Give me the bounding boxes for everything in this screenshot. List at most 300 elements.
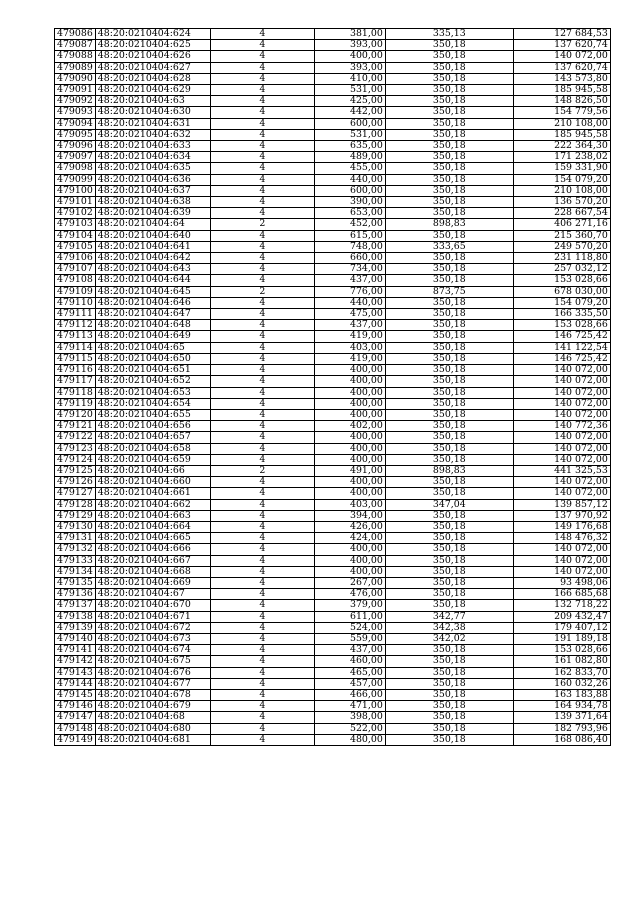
category-cell: 4	[210, 29, 314, 40]
rate-cell: 898,83	[385, 465, 513, 476]
category-cell: 4	[210, 577, 314, 588]
area-cell: 424,00	[314, 533, 385, 544]
category-cell: 4	[210, 275, 314, 286]
value-cell: 153 028,66	[513, 320, 610, 331]
table-row	[55, 521, 611, 532]
row-id-cell: 479101	[55, 197, 96, 208]
category-cell: 4	[210, 689, 314, 700]
value-cell: 210 108,00	[513, 118, 610, 129]
rate-cell: 350,18	[385, 174, 513, 185]
row-id-cell: 479112	[55, 320, 96, 331]
value-cell: 139 857,12	[513, 499, 610, 510]
row-id-cell: 479086	[55, 29, 96, 40]
cadastral-number-cell: 48:20:0210404:671	[95, 611, 210, 622]
table-row	[55, 387, 611, 398]
table-row	[55, 510, 611, 521]
row-id-cell: 479094	[55, 118, 96, 129]
cadastral-number-cell: 48:20:0210404:627	[95, 62, 210, 73]
row-id-cell: 479123	[55, 443, 96, 454]
area-cell: 437,00	[314, 645, 385, 656]
cadastral-number-cell: 48:20:0210404:628	[95, 73, 210, 84]
area-cell: 394,00	[314, 510, 385, 521]
category-cell: 4	[210, 62, 314, 73]
value-cell: 185 945,58	[513, 129, 610, 140]
rate-cell: 350,18	[385, 488, 513, 499]
value-cell: 137 970,92	[513, 510, 610, 521]
row-id-cell: 479093	[55, 107, 96, 118]
row-id-cell: 479111	[55, 309, 96, 320]
cadastral-number-cell: 48:20:0210404:637	[95, 185, 210, 196]
rate-cell: 350,18	[385, 107, 513, 118]
table-row	[55, 667, 611, 678]
row-id-cell: 479139	[55, 622, 96, 633]
rate-cell: 350,18	[385, 387, 513, 398]
cadastral-number-cell: 48:20:0210404:666	[95, 544, 210, 555]
area-cell: 381,00	[314, 29, 385, 40]
value-cell: 153 028,66	[513, 645, 610, 656]
rate-cell: 350,18	[385, 421, 513, 432]
cadastral-number-cell: 48:20:0210404:636	[95, 174, 210, 185]
cadastral-number-cell: 48:20:0210404:677	[95, 678, 210, 689]
area-cell: 400,00	[314, 488, 385, 499]
table-row	[55, 129, 611, 140]
rate-cell: 350,18	[385, 152, 513, 163]
table-row	[55, 734, 611, 745]
category-cell: 4	[210, 678, 314, 689]
table-row	[55, 174, 611, 185]
category-cell: 4	[210, 477, 314, 488]
row-id-cell: 479121	[55, 421, 96, 432]
cadastral-number-cell: 48:20:0210404:657	[95, 432, 210, 443]
table-row	[55, 600, 611, 611]
row-id-cell: 479096	[55, 141, 96, 152]
value-cell: 171 238,02	[513, 152, 610, 163]
cadastral-number-cell: 48:20:0210404:626	[95, 51, 210, 62]
rate-cell: 350,18	[385, 51, 513, 62]
area-cell: 400,00	[314, 555, 385, 566]
category-cell: 4	[210, 376, 314, 387]
table-row	[55, 589, 611, 600]
category-cell: 4	[210, 185, 314, 196]
cadastral-number-cell: 48:20:0210404:66	[95, 465, 210, 476]
table-row	[55, 275, 611, 286]
rate-cell: 350,18	[385, 331, 513, 342]
category-cell: 4	[210, 320, 314, 331]
table-row	[55, 73, 611, 84]
value-cell: 148 476,32	[513, 533, 610, 544]
area-cell: 489,00	[314, 152, 385, 163]
category-cell: 4	[210, 398, 314, 409]
rate-cell: 350,18	[385, 85, 513, 96]
row-id-cell: 479135	[55, 577, 96, 588]
cadastral-number-cell: 48:20:0210404:64	[95, 219, 210, 230]
cadastral-number-cell: 48:20:0210404:679	[95, 701, 210, 712]
value-cell: 185 945,58	[513, 85, 610, 96]
row-id-cell: 479105	[55, 241, 96, 252]
rate-cell: 350,18	[385, 443, 513, 454]
rate-cell: 350,18	[385, 264, 513, 275]
area-cell: 653,00	[314, 208, 385, 219]
category-cell: 4	[210, 432, 314, 443]
rate-cell: 350,18	[385, 353, 513, 364]
cadastral-number-cell: 48:20:0210404:655	[95, 409, 210, 420]
area-cell: 400,00	[314, 454, 385, 465]
value-cell: 127 684,53	[513, 29, 610, 40]
category-cell: 4	[210, 208, 314, 219]
area-cell: 748,00	[314, 241, 385, 252]
table-row	[55, 566, 611, 577]
rate-cell: 350,18	[385, 129, 513, 140]
row-id-cell: 479131	[55, 533, 96, 544]
row-id-cell: 479113	[55, 331, 96, 342]
cadastral-number-cell: 48:20:0210404:641	[95, 241, 210, 252]
category-cell: 4	[210, 589, 314, 600]
area-cell: 734,00	[314, 264, 385, 275]
row-id-cell: 479098	[55, 163, 96, 174]
row-id-cell: 479114	[55, 342, 96, 353]
area-cell: 455,00	[314, 163, 385, 174]
rate-cell: 350,18	[385, 197, 513, 208]
rate-cell: 350,18	[385, 275, 513, 286]
table-row	[55, 701, 611, 712]
table-row	[55, 477, 611, 488]
table-row	[55, 163, 611, 174]
category-cell: 4	[210, 51, 314, 62]
table-row	[55, 309, 611, 320]
value-cell: 222 364,30	[513, 141, 610, 152]
area-cell: 400,00	[314, 432, 385, 443]
category-cell: 4	[210, 409, 314, 420]
cadastral-number-cell: 48:20:0210404:661	[95, 488, 210, 499]
cadastral-number-cell: 48:20:0210404:665	[95, 533, 210, 544]
value-cell: 140 072,00	[513, 477, 610, 488]
table-row	[55, 208, 611, 219]
category-cell: 4	[210, 107, 314, 118]
rate-cell: 350,18	[385, 566, 513, 577]
rate-cell: 335,13	[385, 29, 513, 40]
cadastral-number-cell: 48:20:0210404:669	[95, 577, 210, 588]
row-id-cell: 479149	[55, 734, 96, 745]
rate-cell: 350,18	[385, 521, 513, 532]
value-cell: 140 772,36	[513, 421, 610, 432]
area-cell: 442,00	[314, 107, 385, 118]
table-row	[55, 533, 611, 544]
table-row	[55, 622, 611, 633]
area-cell: 460,00	[314, 656, 385, 667]
category-cell: 4	[210, 253, 314, 264]
area-cell: 471,00	[314, 701, 385, 712]
table-row	[55, 219, 611, 230]
category-cell: 4	[210, 645, 314, 656]
table-row	[55, 409, 611, 420]
row-id-cell: 479130	[55, 521, 96, 532]
rate-cell: 350,18	[385, 118, 513, 129]
row-id-cell: 479100	[55, 185, 96, 196]
value-cell: 140 072,00	[513, 443, 610, 454]
area-cell: 400,00	[314, 365, 385, 376]
category-cell: 4	[210, 600, 314, 611]
row-id-cell: 479091	[55, 85, 96, 96]
value-cell: 406 271,16	[513, 219, 610, 230]
row-id-cell: 479124	[55, 454, 96, 465]
cadastral-number-cell: 48:20:0210404:675	[95, 656, 210, 667]
rate-cell: 350,18	[385, 309, 513, 320]
value-cell: 166 335,50	[513, 309, 610, 320]
rate-cell: 350,18	[385, 432, 513, 443]
cadastral-number-cell: 48:20:0210404:625	[95, 40, 210, 51]
cadastral-number-cell: 48:20:0210404:663	[95, 510, 210, 521]
category-cell: 2	[210, 219, 314, 230]
category-cell: 4	[210, 353, 314, 364]
cadastral-number-cell: 48:20:0210404:635	[95, 163, 210, 174]
category-cell: 4	[210, 40, 314, 51]
cadastral-number-cell: 48:20:0210404:664	[95, 521, 210, 532]
table-row	[55, 29, 611, 40]
row-id-cell: 479141	[55, 645, 96, 656]
table-row	[55, 141, 611, 152]
value-cell: 146 725,42	[513, 353, 610, 364]
cadastral-number-cell: 48:20:0210404:642	[95, 253, 210, 264]
row-id-cell: 479117	[55, 376, 96, 387]
table-row	[55, 365, 611, 376]
value-cell: 146 725,42	[513, 331, 610, 342]
table-row	[55, 465, 611, 476]
row-id-cell: 479109	[55, 286, 96, 297]
rate-cell: 350,18	[385, 544, 513, 555]
cadastral-number-cell: 48:20:0210404:660	[95, 477, 210, 488]
value-cell: 140 072,00	[513, 398, 610, 409]
cadastral-number-cell: 48:20:0210404:652	[95, 376, 210, 387]
rate-cell: 350,18	[385, 342, 513, 353]
table-row	[55, 353, 611, 364]
row-id-cell: 479108	[55, 275, 96, 286]
cadastral-number-cell: 48:20:0210404:629	[95, 85, 210, 96]
row-id-cell: 479142	[55, 656, 96, 667]
cadastral-number-cell: 48:20:0210404:632	[95, 129, 210, 140]
area-cell: 476,00	[314, 589, 385, 600]
value-cell: 160 032,26	[513, 678, 610, 689]
cadastral-number-cell: 48:20:0210404:656	[95, 421, 210, 432]
row-id-cell: 479137	[55, 600, 96, 611]
area-cell: 419,00	[314, 353, 385, 364]
value-cell: 154 079,20	[513, 297, 610, 308]
category-cell: 4	[210, 734, 314, 745]
area-cell: 400,00	[314, 409, 385, 420]
rate-cell: 350,18	[385, 656, 513, 667]
cadastral-number-cell: 48:20:0210404:649	[95, 331, 210, 342]
value-cell: 136 570,20	[513, 197, 610, 208]
area-cell: 452,00	[314, 219, 385, 230]
rate-cell: 350,18	[385, 555, 513, 566]
value-cell: 148 826,50	[513, 96, 610, 107]
table-row	[55, 443, 611, 454]
cadastral-number-cell: 48:20:0210404:631	[95, 118, 210, 129]
cadastral-number-cell: 48:20:0210404:650	[95, 353, 210, 364]
row-id-cell: 479087	[55, 40, 96, 51]
rate-cell: 350,18	[385, 477, 513, 488]
cadastral-number-cell: 48:20:0210404:667	[95, 555, 210, 566]
row-id-cell: 479104	[55, 230, 96, 241]
table-row	[55, 712, 611, 723]
table-row	[55, 185, 611, 196]
row-id-cell: 479125	[55, 465, 96, 476]
cadastral-number-cell: 48:20:0210404:648	[95, 320, 210, 331]
table-row	[55, 118, 611, 129]
table-row	[55, 544, 611, 555]
category-cell: 4	[210, 241, 314, 252]
rate-cell: 350,18	[385, 73, 513, 84]
area-cell: 400,00	[314, 544, 385, 555]
area-cell: 379,00	[314, 600, 385, 611]
category-cell: 4	[210, 712, 314, 723]
table-row	[55, 633, 611, 644]
rate-cell: 350,18	[385, 376, 513, 387]
category-cell: 4	[210, 454, 314, 465]
category-cell: 4	[210, 510, 314, 521]
table-row	[55, 678, 611, 689]
value-cell: 143 573,80	[513, 73, 610, 84]
value-cell: 140 072,00	[513, 454, 610, 465]
rate-cell: 350,18	[385, 96, 513, 107]
table-row	[55, 454, 611, 465]
row-id-cell: 479132	[55, 544, 96, 555]
rate-cell: 347,04	[385, 499, 513, 510]
area-cell: 437,00	[314, 320, 385, 331]
value-cell: 168 086,40	[513, 734, 610, 745]
rate-cell: 350,18	[385, 163, 513, 174]
category-cell: 4	[210, 197, 314, 208]
value-cell: 182 793,96	[513, 723, 610, 734]
value-cell: 140 072,00	[513, 376, 610, 387]
category-cell: 4	[210, 309, 314, 320]
value-cell: 249 570,20	[513, 241, 610, 252]
cadastral-value-table	[54, 28, 611, 746]
table-row	[55, 577, 611, 588]
cadastral-number-cell: 48:20:0210404:668	[95, 566, 210, 577]
table-row	[55, 297, 611, 308]
area-cell: 425,00	[314, 96, 385, 107]
table-row	[55, 241, 611, 252]
area-cell: 600,00	[314, 185, 385, 196]
area-cell: 440,00	[314, 174, 385, 185]
rate-cell: 898,83	[385, 219, 513, 230]
row-id-cell: 479088	[55, 51, 96, 62]
rate-cell: 350,18	[385, 734, 513, 745]
value-cell: 140 072,00	[513, 566, 610, 577]
cadastral-number-cell: 48:20:0210404:678	[95, 689, 210, 700]
rate-cell: 350,18	[385, 208, 513, 219]
table-row	[55, 645, 611, 656]
area-cell: 491,00	[314, 465, 385, 476]
area-cell: 466,00	[314, 689, 385, 700]
area-cell: 402,00	[314, 421, 385, 432]
cadastral-number-cell: 48:20:0210404:647	[95, 309, 210, 320]
value-cell: 162 833,70	[513, 667, 610, 678]
table-row	[55, 152, 611, 163]
value-cell: 140 072,00	[513, 51, 610, 62]
rate-cell: 350,18	[385, 40, 513, 51]
area-cell: 611,00	[314, 611, 385, 622]
cadastral-number-cell: 48:20:0210404:644	[95, 275, 210, 286]
value-cell: 140 072,00	[513, 387, 610, 398]
row-id-cell: 479115	[55, 353, 96, 364]
row-id-cell: 479116	[55, 365, 96, 376]
category-cell: 4	[210, 622, 314, 633]
area-cell: 475,00	[314, 309, 385, 320]
value-cell: 153 028,66	[513, 275, 610, 286]
row-id-cell: 479143	[55, 667, 96, 678]
cadastral-number-cell: 48:20:0210404:670	[95, 600, 210, 611]
value-cell: 678 030,00	[513, 286, 610, 297]
cadastral-number-cell: 48:20:0210404:65	[95, 342, 210, 353]
cadastral-number-cell: 48:20:0210404:651	[95, 365, 210, 376]
category-cell: 4	[210, 264, 314, 275]
value-cell: 140 072,00	[513, 409, 610, 420]
table-row	[55, 253, 611, 264]
rate-cell: 350,18	[385, 409, 513, 420]
category-cell: 4	[210, 555, 314, 566]
category-cell: 4	[210, 118, 314, 129]
cadastral-number-cell: 48:20:0210404:676	[95, 667, 210, 678]
cadastral-number-cell: 48:20:0210404:646	[95, 297, 210, 308]
value-cell: 139 371,64	[513, 712, 610, 723]
value-cell: 137 620,74	[513, 40, 610, 51]
rate-cell: 342,77	[385, 611, 513, 622]
value-cell: 231 118,80	[513, 253, 610, 264]
rate-cell: 350,18	[385, 141, 513, 152]
value-cell: 228 667,54	[513, 208, 610, 219]
cadastral-number-cell: 48:20:0210404:653	[95, 387, 210, 398]
value-cell: 215 360,70	[513, 230, 610, 241]
category-cell: 4	[210, 365, 314, 376]
value-cell: 141 122,54	[513, 342, 610, 353]
rate-cell: 350,18	[385, 678, 513, 689]
area-cell: 400,00	[314, 387, 385, 398]
table-row	[55, 320, 611, 331]
area-cell: 531,00	[314, 129, 385, 140]
cadastral-number-cell: 48:20:0210404:630	[95, 107, 210, 118]
cadastral-number-cell: 48:20:0210404:673	[95, 633, 210, 644]
value-cell: 161 082,80	[513, 656, 610, 667]
row-id-cell: 479136	[55, 589, 96, 600]
category-cell: 2	[210, 465, 314, 476]
category-cell: 4	[210, 521, 314, 532]
area-cell: 559,00	[314, 633, 385, 644]
area-cell: 267,00	[314, 577, 385, 588]
row-id-cell: 479119	[55, 398, 96, 409]
cadastral-number-cell: 48:20:0210404:658	[95, 443, 210, 454]
cadastral-number-cell: 48:20:0210404:639	[95, 208, 210, 219]
category-cell: 4	[210, 701, 314, 712]
category-cell: 4	[210, 667, 314, 678]
area-cell: 400,00	[314, 566, 385, 577]
table-row	[55, 230, 611, 241]
area-cell: 615,00	[314, 230, 385, 241]
cadastral-number-cell: 48:20:0210404:624	[95, 29, 210, 40]
row-id-cell: 479127	[55, 488, 96, 499]
category-cell: 4	[210, 73, 314, 84]
category-cell: 2	[210, 286, 314, 297]
cadastral-number-cell: 48:20:0210404:674	[95, 645, 210, 656]
row-id-cell: 479122	[55, 432, 96, 443]
rate-cell: 350,18	[385, 689, 513, 700]
row-id-cell: 479118	[55, 387, 96, 398]
table-row	[55, 421, 611, 432]
rate-cell: 350,18	[385, 62, 513, 73]
row-id-cell: 479092	[55, 96, 96, 107]
area-cell: 403,00	[314, 342, 385, 353]
cadastral-number-cell: 48:20:0210404:662	[95, 499, 210, 510]
